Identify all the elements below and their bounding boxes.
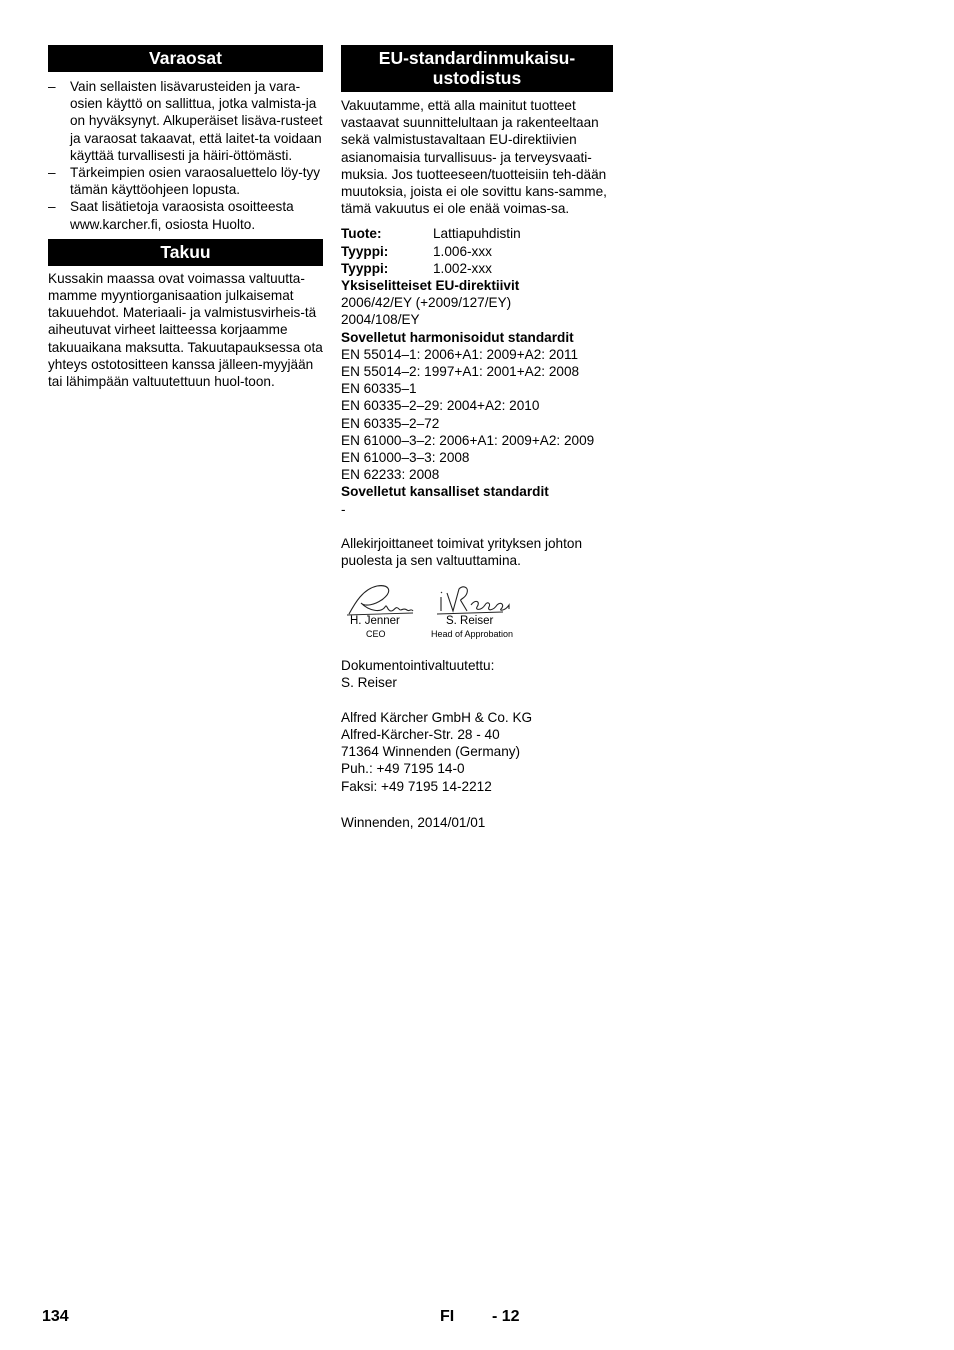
right-column	[341, 45, 613, 831]
list-item: – Vain sellaisten lisävarusteiden ja vara-osien käyttö on sallittua, jotka valmista-ja on hyväksynyt. Alkuperäiset lisäva-rusteet ja varaosat takaavat, että laitet-ta voidaan käyttää turvallisesti ja häiri-öttömästi.	[48, 78, 323, 164]
list-item: – Saat lisätietoja varaosista osoitteesta www.karcher.fi, osiosta Huolto.	[48, 198, 323, 232]
left-column	[48, 45, 323, 390]
list-item: – Tärkeimpien osien varaosaluettelo löy-tyy tämän käyttöohjeen lopusta.	[48, 164, 323, 198]
product-row	[341, 225, 613, 242]
standard-item: EN 62233: 2008	[341, 467, 440, 483]
address-line: Faksi: +49 7195 14-2212	[341, 778, 492, 794]
page-number: 134	[42, 1308, 69, 1325]
signer2-role: Head of Approbation	[431, 629, 514, 640]
directives-heading: Yksiselitteiset EU-direktiivit	[341, 278, 520, 294]
address-line: Alfred Kärcher GmbH & Co. KG	[341, 709, 533, 725]
directive-item: 2006/42/EY (+2009/127/EY)	[341, 295, 512, 311]
declaration-heading-line2: ustodistus	[432, 68, 522, 88]
signature-block	[341, 581, 613, 645]
address-line: Alfred-Kärcher-Str. 28 - 40	[341, 726, 500, 742]
type-label: Tyyppi:	[341, 243, 389, 259]
standard-item: EN 60335–2–72	[341, 415, 440, 431]
place-date: Winnenden, 2014/01/01	[341, 814, 486, 830]
declaration-heading-line1: EU-standardinmukaisu-	[378, 48, 576, 68]
standard-item: EN 61000–3–2: 2006+A1: 2009+A2: 2009	[341, 432, 595, 448]
directive-item: 2004/108/EY	[341, 312, 420, 328]
harmonised-heading: Sovelletut harmonisoidut standardit	[341, 329, 574, 345]
standard-item: EN 60335–1	[341, 381, 417, 397]
address-line: 71364 Winnenden (Germany)	[341, 744, 521, 760]
standard-item: EN 55014–2: 1997+A1: 2001+A2: 2008	[341, 364, 580, 380]
declaration-heading	[341, 45, 613, 92]
product-info	[341, 225, 613, 277]
national-value: -	[341, 501, 346, 517]
signer2-name: S. Reiser	[446, 615, 494, 628]
standard-item: EN 60335–2–29: 2004+A2: 2010	[341, 398, 540, 414]
type-value: 1.002-xxx	[433, 260, 492, 276]
doc-name: S. Reiser	[341, 675, 397, 691]
standard-item: EN 61000–3–3: 2008	[341, 450, 470, 466]
varaosat-list	[48, 78, 323, 233]
standard-item: EN 55014–1: 2006+A1: 2009+A2: 2011	[341, 346, 579, 362]
national-heading: Sovelletut kansalliset standardit	[341, 484, 549, 500]
doc-label: Dokumentointivaltuutettu:	[341, 658, 495, 674]
type-row	[341, 260, 613, 277]
type-row	[341, 243, 613, 260]
varaosat-heading: Varaosat	[48, 45, 323, 72]
declaration-intro: Vakuutamme, että alla mainitut tuotteet vastaavat suunnittelultaan ja rakenteeltaan sekä valmistustavaltaan EU-direktiivien asianomaisia turvallisuus- ja terveysvaati-muksia. Jos tuotteeseen/tuotteisiin teh-dään muutoksia, joista ei ole sovittu kans-samme, tämä vakuutus ei ole enää voimas-sa.	[341, 98, 607, 217]
type-label: Tyyppi:	[341, 260, 389, 276]
type-value: 1.006-xxx	[433, 243, 492, 259]
signer1-name: H. Jenner	[350, 615, 400, 628]
takuu-heading: Takuu	[48, 239, 323, 266]
language-code: FI	[440, 1308, 455, 1325]
product-label: Tuote:	[341, 226, 382, 242]
company-address	[341, 709, 613, 795]
product-value: Lattiapuhdistin	[433, 226, 521, 242]
sub-page-number: - 12	[492, 1308, 520, 1325]
takuu-text: Kussakin maassa ovat voimassa valtuutta-mamme myyntiorganisaation julkaisemat takuuehdot. Materiaali- ja valmistusvirheis-tä aiheutuvat virheet laitteessa korjaamme takuuaikana maksutta. Takuutapauksessa ota yhteys ostotositteen kanssa jälleen-myyjään tai lähimpään valtuutettuun huol-toon.	[48, 270, 323, 390]
signatories-text: Allekirjoittaneet toimivat yrityksen johton puolesta ja sen valtuuttamina.	[341, 535, 583, 569]
address-line: Puh.: +49 7195 14-0	[341, 761, 465, 777]
signer1-role: CEO	[366, 629, 386, 640]
